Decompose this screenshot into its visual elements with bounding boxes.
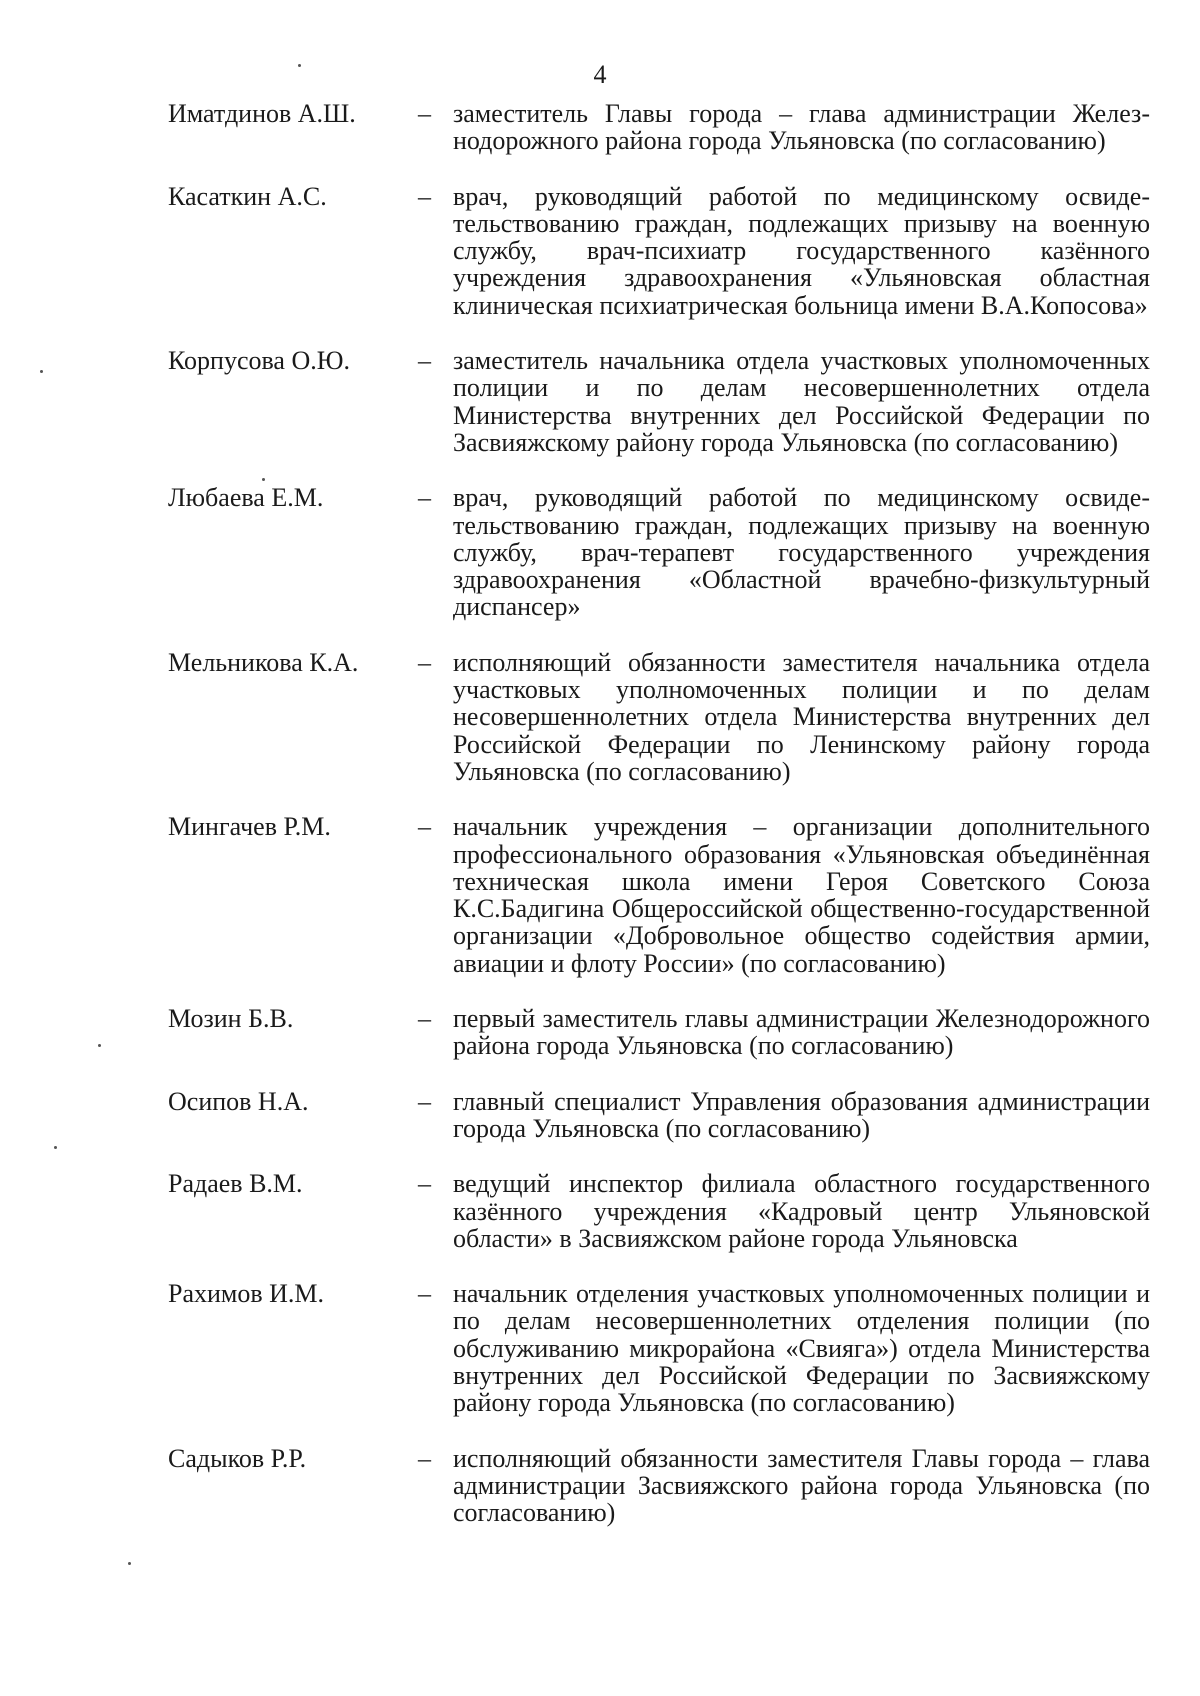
member-position: заместитель начальника отдела участковых уполномоченных полиции и по делам несовершеннолетних отдела Министерства внутренних дел Российской Федерации по Засвияжскому району города Ульяновска (по согласованию) (453, 346, 1150, 457)
separator-dash: – (418, 483, 431, 513)
member-name: Мингачев Р.М. (168, 812, 331, 842)
list-item (168, 649, 1150, 785)
list-item (168, 183, 1150, 319)
separator-dash: – (418, 346, 431, 376)
member-position: главный специалист Управления образования администрации города Ульяновска (по согласованию) (453, 1086, 1150, 1143)
separator-dash: – (418, 1086, 431, 1116)
separator-dash: – (418, 1279, 431, 1309)
list-item (168, 1005, 1150, 1060)
member-name: Радаев В.М. (168, 1169, 303, 1199)
member-position: начальник учреждения – организации дополнительного профессионального образования «Ульяновская объединённая техническая школа имени Героя Советского Союза К.С.Бадигина Общероссийской общественно-государственной организации «Добровольное общество содействия армии, авиации и флоту России» (по согласованию) (453, 812, 1150, 978)
separator-dash: – (418, 812, 431, 842)
member-position: первый заместитель главы администрации Железнодорожного района города Ульяновска (по согласованию) (453, 1004, 1150, 1061)
member-position: врач, руководящий работой по медицинскому освидетельствованию граждан, подлежащих призыву на военную службу, врач-терапевт государственного учреждения здравоохранения «Областной врачебно-физкультурный диспансер» (453, 483, 1150, 622)
member-name: Рахимов И.М. (168, 1279, 325, 1309)
scan-speck (128, 1562, 131, 1565)
member-name: Корпусова О.Ю. (168, 346, 350, 376)
separator-dash: – (418, 1169, 431, 1199)
scan-speck (40, 370, 43, 373)
member-position: исполняющий обязанности заместителя Главы города – глава администрации Засвияжского района города Ульяновска (по согласованию) (453, 1443, 1150, 1528)
member-name: Садыков Р.Р. (168, 1443, 307, 1473)
member-name: Мозин Б.В. (168, 1004, 294, 1034)
member-name: Иматдинов А.Ш. (168, 99, 356, 128)
separator-dash: – (418, 99, 431, 128)
member-position: начальник отделения участковых уполномоченных полиции и по делам несовершеннолетних отделения полиции (по обслуживанию микрорайона «Свияга») отдела Министерства внутренних дел Российской Федерации по Засвияжскому району города Ульяновска (по согласованию) (453, 1279, 1150, 1418)
scan-speck (98, 1044, 101, 1047)
list-item (168, 100, 1150, 155)
member-name: Мельникова К.А. (168, 647, 359, 677)
member-name: Любаева Е.М. (168, 483, 324, 513)
separator-dash: – (418, 1004, 431, 1034)
member-position: исполняющий обязанности заместителя начальника отдела участковых уполномоченных полиции и по делам несовершеннолетних отдела Министерства внутренних дел Российской Федерации по Ленинскому району города Ульяновска (по согласованию) (453, 647, 1150, 786)
list-item (168, 347, 1150, 456)
list-item (168, 1088, 1150, 1143)
list-item (168, 1445, 1150, 1527)
member-position: ведущий инспектор филиала областного государственного казённого учреждения «Кадровый центр Ульяновской области» в Засвияжском районе города Ульяновска (453, 1169, 1150, 1253)
list-item (168, 1280, 1150, 1416)
member-name: Осипов Н.А. (168, 1086, 309, 1116)
member-position: врач, руководящий работой по медицинскому освидетельствованию граждан, подлежащих призыву на военную службу, врач-психиатр государственного казённого учреждения здравоохранения «Ульяновская областная клиническая психиатрическая больница имени В.А.Копосова» (453, 181, 1150, 320)
page-number: 4 (593, 60, 607, 89)
member-position: заместитель Главы города – глава администрации Железнодорожного района города Ульяновска (по согласованию) (453, 99, 1150, 156)
scan-speck (262, 478, 265, 481)
member-name: Касаткин А.С. (168, 181, 327, 211)
list-item (168, 1170, 1150, 1252)
scan-speck (54, 1146, 57, 1149)
list-item (168, 484, 1150, 620)
member-list (168, 100, 1150, 1554)
list-item (168, 813, 1150, 977)
scan-speck (298, 64, 301, 67)
separator-dash: – (418, 1443, 431, 1473)
separator-dash: – (418, 181, 431, 211)
separator-dash: – (418, 647, 431, 677)
